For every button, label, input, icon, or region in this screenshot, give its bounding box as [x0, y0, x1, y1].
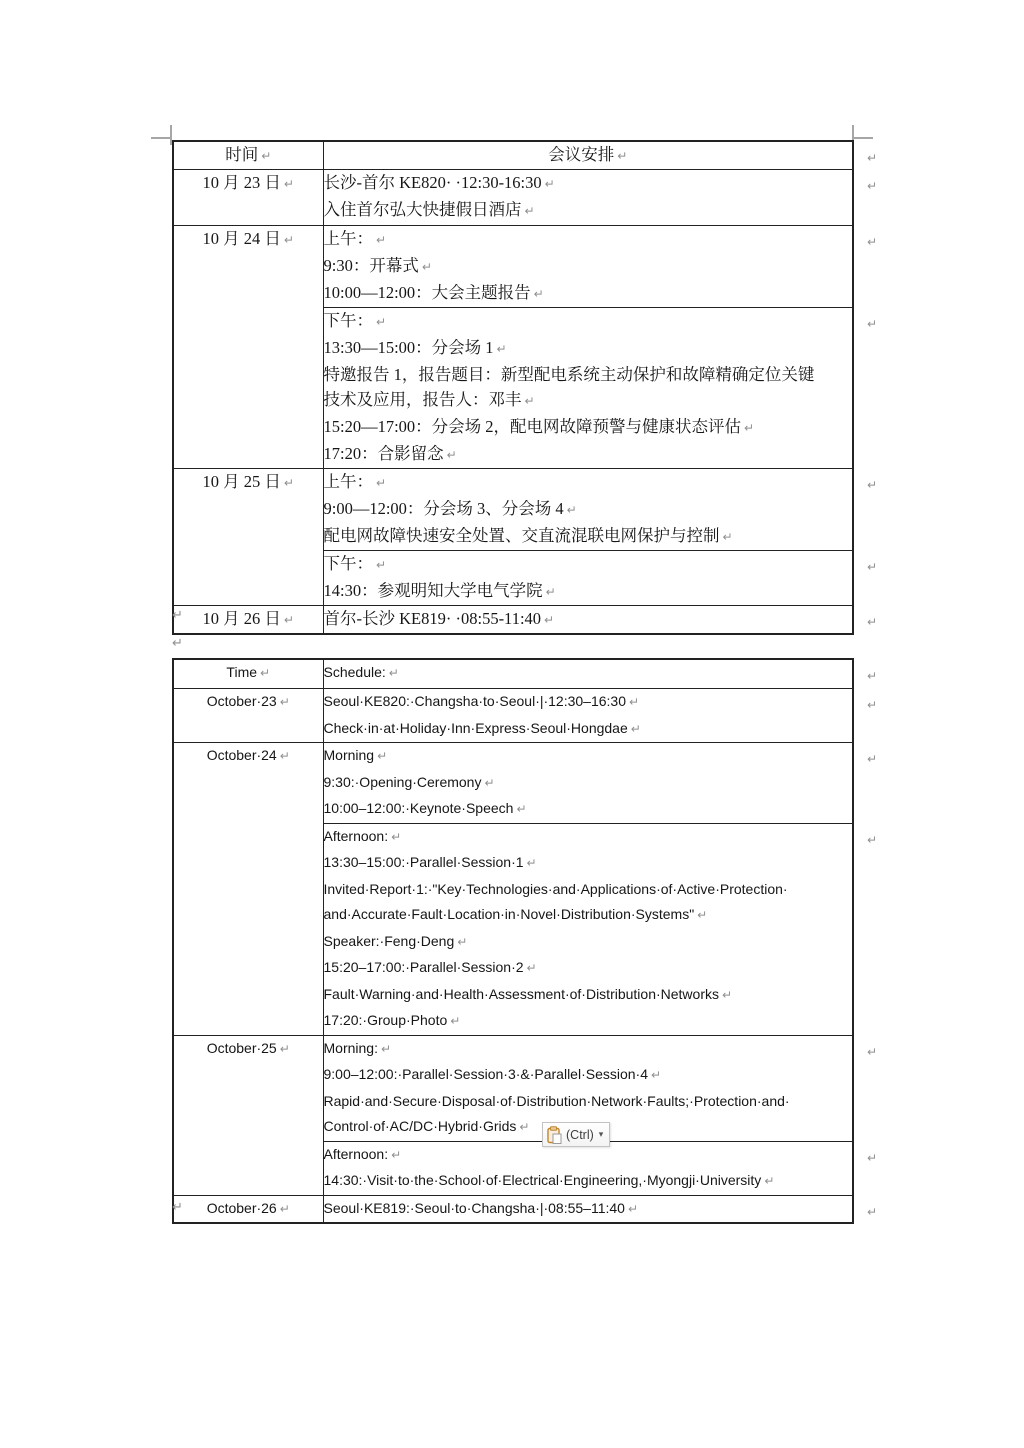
paste-button-label: (Ctrl) [566, 1127, 594, 1142]
paragraph-mark: ↵ [697, 908, 708, 922]
schedule-line [324, 226, 853, 253]
schedule-table-english [172, 658, 877, 1224]
en-oct26-schedule-cell [323, 1195, 877, 1223]
en-oct24-afternoon-cell [323, 823, 877, 1035]
paragraph-mark: ↵ [722, 530, 733, 544]
line-text: 上午： [323, 229, 373, 248]
paragraph-mark: ↵ [524, 204, 535, 218]
schedule-line [324, 414, 853, 441]
date-text: October·25 [206, 1039, 277, 1056]
line-text: 17:20：合影留念 [323, 444, 444, 463]
paragraph-mark: ↵ [376, 558, 387, 572]
schedule-line [324, 170, 853, 197]
cn-oct24-date-cell [173, 226, 323, 469]
line-text: Afternoon: [323, 827, 389, 844]
date-text: 10 月 23 日 [202, 173, 281, 192]
line-text: Afternoon: [323, 1145, 389, 1162]
cn-header-time-cell [173, 141, 323, 170]
schedule-line [324, 1008, 853, 1035]
paragraph-mark: ↵ [744, 421, 755, 435]
line-text: 配电网故障快速安全处置、交直流混联电网保护与控制 [323, 526, 720, 545]
date-text: 10 月 24 日 [202, 229, 281, 248]
date-text: 10 月 25 日 [202, 472, 281, 491]
paragraph-mark: ↵ [651, 1068, 662, 1082]
paragraph-mark: ↵ [380, 1041, 392, 1056]
line-text: 10:00–12:00:·Keynote·Speech [323, 800, 514, 816]
row-end-mark: ↵ [866, 752, 877, 766]
line-text: 10:00—12:00：大会主题报告 [323, 283, 531, 302]
line-text: 14:30：参观明知大学电气学院 [323, 581, 543, 600]
paragraph-mark: ↵ [526, 856, 537, 870]
column-header-time: Time [226, 664, 258, 680]
en-oct23-date-cell [173, 689, 323, 743]
paragraph-mark: ↵ [279, 1041, 290, 1056]
schedule-line [324, 280, 853, 307]
date-text: 10 月 26 日 [202, 609, 281, 628]
schedule-line [324, 523, 853, 550]
en-header-schedule-cell [323, 659, 877, 689]
paragraph-mark: ↵ [544, 613, 555, 627]
paragraph-mark: ↵ [279, 1201, 290, 1216]
paragraph-mark: ↵ [283, 476, 294, 490]
margin-crop-mark-top-left-h [151, 137, 171, 139]
line-text: Morning [323, 747, 375, 763]
paragraph-mark: ↵ [279, 749, 290, 763]
paragraph-mark: ↵ [172, 608, 183, 623]
en-header-time-cell [173, 659, 323, 689]
line-text: 13:30—15:00：分会场 1 [323, 338, 494, 357]
paragraph-mark: ↵ [446, 448, 457, 462]
schedule-table-chinese [172, 140, 877, 635]
line-text: Seoul·KE820:·Changsha·to·Seoul·|·12:30–16:30 [323, 693, 627, 709]
paragraph-mark: ↵ [722, 987, 733, 1002]
paragraph-mark: ↵ [388, 666, 399, 680]
line-text: 15:20–17:00:·Parallel·Session·2 [323, 959, 524, 975]
row-end-mark: ↵ [866, 317, 877, 331]
paragraph-mark: ↵ [566, 503, 577, 517]
en-row-oct24-morning [173, 743, 853, 824]
schedule-line [324, 441, 853, 468]
schedule-line [324, 197, 853, 224]
schedule-line [324, 877, 853, 903]
column-header-time: 时间 [225, 145, 259, 164]
paragraph-mark: ↵ [172, 1200, 183, 1215]
row-end-mark: ↵ [866, 832, 877, 847]
cn-oct25-afternoon-cell [323, 551, 877, 606]
paragraph-mark: ↵ [421, 260, 432, 274]
schedule-line [324, 496, 853, 523]
line-text: 技术及应用，报告人：邓丰 [323, 390, 522, 409]
paragraph-mark: ↵ [376, 315, 387, 329]
schedule-line [324, 362, 853, 387]
schedule-line [324, 1036, 853, 1063]
paragraph-mark: ↵ [526, 961, 537, 975]
line-text: 17:20:·Group·Photo [323, 1012, 448, 1028]
line-text: 9:00—12:00：分会场 3、分会场 4 [323, 499, 564, 518]
row-end-mark: ↵ [866, 235, 877, 249]
paragraph-mark: ↵ [172, 636, 183, 651]
schedule-line [324, 716, 853, 743]
paragraph-mark: ↵ [764, 1174, 775, 1188]
line-text: 首尔-长沙 KE819· ·08:55-11:40 [323, 609, 542, 628]
line-text: 15:20—17:00：分会场 2，配电网故障预警与健康状态评估 [323, 417, 742, 436]
line-text: 13:30–15:00:·Parallel·Session·1 [323, 854, 524, 870]
cn-oct24-afternoon-cell [323, 308, 877, 469]
schedule-line [324, 335, 853, 362]
line-text: 9:30:·Opening·Ceremony [323, 773, 482, 790]
cn-row-oct23 [173, 170, 853, 226]
schedule-line [324, 308, 853, 335]
cn-oct23-date-cell [173, 170, 323, 226]
cn-oct26-date-cell [173, 606, 323, 635]
line-text: 长沙-首尔 KE820· ·12:30-16:30 [323, 173, 542, 192]
column-header-schedule: Schedule: [323, 664, 386, 680]
paragraph-mark: ↵ [261, 149, 272, 163]
date-text: October·26 [206, 1199, 277, 1216]
paragraph-mark: ↵ [533, 287, 544, 301]
paragraph-mark: ↵ [544, 177, 555, 191]
cn-oct26-schedule-cell [323, 606, 877, 635]
paragraph-mark: ↵ [376, 233, 387, 247]
schedule-line [324, 1089, 853, 1115]
paragraph-mark: ↵ [617, 149, 628, 163]
schedule-line [324, 796, 853, 823]
cn-row-oct26 [173, 606, 853, 635]
schedule-line [324, 770, 853, 797]
row-end-mark: ↵ [866, 560, 877, 574]
paragraph-mark: ↵ [630, 721, 641, 736]
schedule-line [324, 982, 853, 1009]
line-text: 14:30:·Visit·to·the·School·of·Electrical·Engineering,·Myongji·University [323, 1172, 762, 1188]
line-text: Control·of·AC/DC·Hybrid·Grids [323, 1118, 517, 1134]
paragraph-mark: ↵ [283, 177, 294, 191]
en-oct26-date-cell [173, 1195, 323, 1223]
schedule-line [324, 955, 853, 982]
paragraph-mark: ↵ [516, 802, 527, 816]
chevron-down-icon[interactable]: ▾ [598, 1129, 604, 1139]
schedule-line [324, 606, 853, 633]
column-header-schedule: 会议安排 [548, 145, 615, 164]
paragraph-mark: ↵ [457, 934, 468, 949]
paragraph-mark: ↵ [484, 775, 495, 790]
cn-header-row [173, 141, 853, 170]
margin-crop-mark-top-right-h [853, 137, 873, 139]
line-text: 9:30：开幕式 [323, 256, 419, 275]
line-text: 上午： [323, 472, 373, 491]
paragraph-mark: ↵ [391, 1147, 402, 1162]
cn-oct25-date-cell [173, 469, 323, 606]
paragraph-mark: ↵ [496, 342, 507, 356]
paragraph-mark: ↵ [450, 1014, 461, 1028]
schedule-line [324, 743, 853, 770]
line-text: Morning: [323, 1039, 378, 1056]
line-text: 下午： [323, 554, 373, 573]
schedule-line [324, 1062, 853, 1089]
schedule-line [324, 824, 853, 851]
row-end-mark: ↵ [866, 1150, 877, 1165]
cn-row-oct25-morning [173, 469, 853, 551]
paragraph-mark: ↵ [519, 1120, 530, 1134]
date-text: October·23 [206, 693, 277, 709]
line-text: and·Accurate·Fault·Location·in·Novel·Distribution·Systems" [323, 906, 695, 922]
clipboard-icon [547, 1126, 562, 1144]
cn-oct23-schedule-cell [323, 170, 877, 226]
paragraph-mark: ↵ [391, 829, 402, 844]
line-text: 特邀报告 1，报告题目：新型配电系统主动保护和故障精确定位关键 [323, 365, 815, 384]
line-text: 9:00–12:00:·Parallel·Session·3·&·Parallel·Session·4 [323, 1066, 648, 1082]
row-end-mark: ↵ [866, 1204, 877, 1219]
schedule-line [324, 902, 853, 929]
schedule-line [324, 578, 853, 605]
paragraph-mark: ↵ [283, 233, 294, 247]
line-text: 入住首尔弘大快捷假日酒店 [323, 200, 522, 219]
cn-row-oct24-morning [173, 226, 853, 308]
row-end-mark: ↵ [866, 179, 877, 193]
paragraph-mark: ↵ [627, 1201, 639, 1216]
schedule-line [324, 253, 853, 280]
paragraph-mark: ↵ [376, 476, 387, 490]
schedule-line [324, 1168, 853, 1195]
paragraph-mark: ↵ [279, 695, 290, 709]
paragraph-mark: ↵ [545, 585, 556, 599]
cn-header-schedule-cell [323, 141, 877, 170]
en-header-row [173, 659, 853, 689]
line-text: Fault·Warning·and·Health·Assessment·of·Distribution·Networks [323, 985, 719, 1002]
row-end-mark: ↵ [866, 669, 877, 683]
en-row-oct23 [173, 689, 853, 743]
paragraph-mark: ↵ [524, 394, 535, 408]
en-row-oct26 [173, 1195, 853, 1223]
schedule-line [324, 387, 853, 414]
row-end-mark: ↵ [866, 478, 877, 492]
row-end-mark: ↵ [866, 698, 877, 712]
line-text: Invited·Report·1:·"Key·Technologies·and·Applications·of·Active·Protection· [323, 880, 788, 897]
en-oct24-morning-cell [323, 743, 877, 824]
schedule-line [324, 551, 853, 578]
line-text: Seoul·KE819:·Seoul·to·Changsha·|·08:55–11:40 [323, 1199, 625, 1216]
cn-oct25-morning-cell [323, 469, 877, 551]
row-end-mark: ↵ [866, 151, 877, 165]
schedule-line [324, 689, 853, 716]
paste-options-button[interactable] [542, 1122, 610, 1147]
schedule-line [324, 1196, 853, 1223]
paragraph-mark: ↵ [260, 666, 271, 680]
line-text: Check·in·at·Holiday·Inn·Express·Seoul·Hongdae [323, 719, 628, 736]
line-text: Rapid·and·Secure·Disposal·of·Distribution·Network·Faults;·Protection·and· [323, 1092, 790, 1109]
cn-oct24-morning-cell [323, 226, 877, 308]
paragraph-mark: ↵ [283, 613, 294, 627]
en-row-oct25-morning [173, 1035, 853, 1141]
row-end-mark: ↵ [866, 1044, 877, 1059]
schedule-line [324, 929, 853, 956]
date-text: October·24 [206, 747, 277, 763]
paragraph-mark: ↵ [629, 695, 640, 709]
schedule-line [324, 850, 853, 877]
paragraph-mark: ↵ [377, 749, 388, 763]
line-text: Speaker:·Feng·Deng [323, 932, 455, 949]
line-text: 下午： [323, 311, 373, 330]
row-end-mark: ↵ [866, 615, 877, 629]
en-oct23-schedule-cell [323, 689, 877, 743]
en-oct25-afternoon-cell [323, 1141, 877, 1195]
en-oct25-date-cell [173, 1035, 323, 1195]
schedule-line [324, 469, 853, 496]
en-oct24-date-cell [173, 743, 323, 1036]
